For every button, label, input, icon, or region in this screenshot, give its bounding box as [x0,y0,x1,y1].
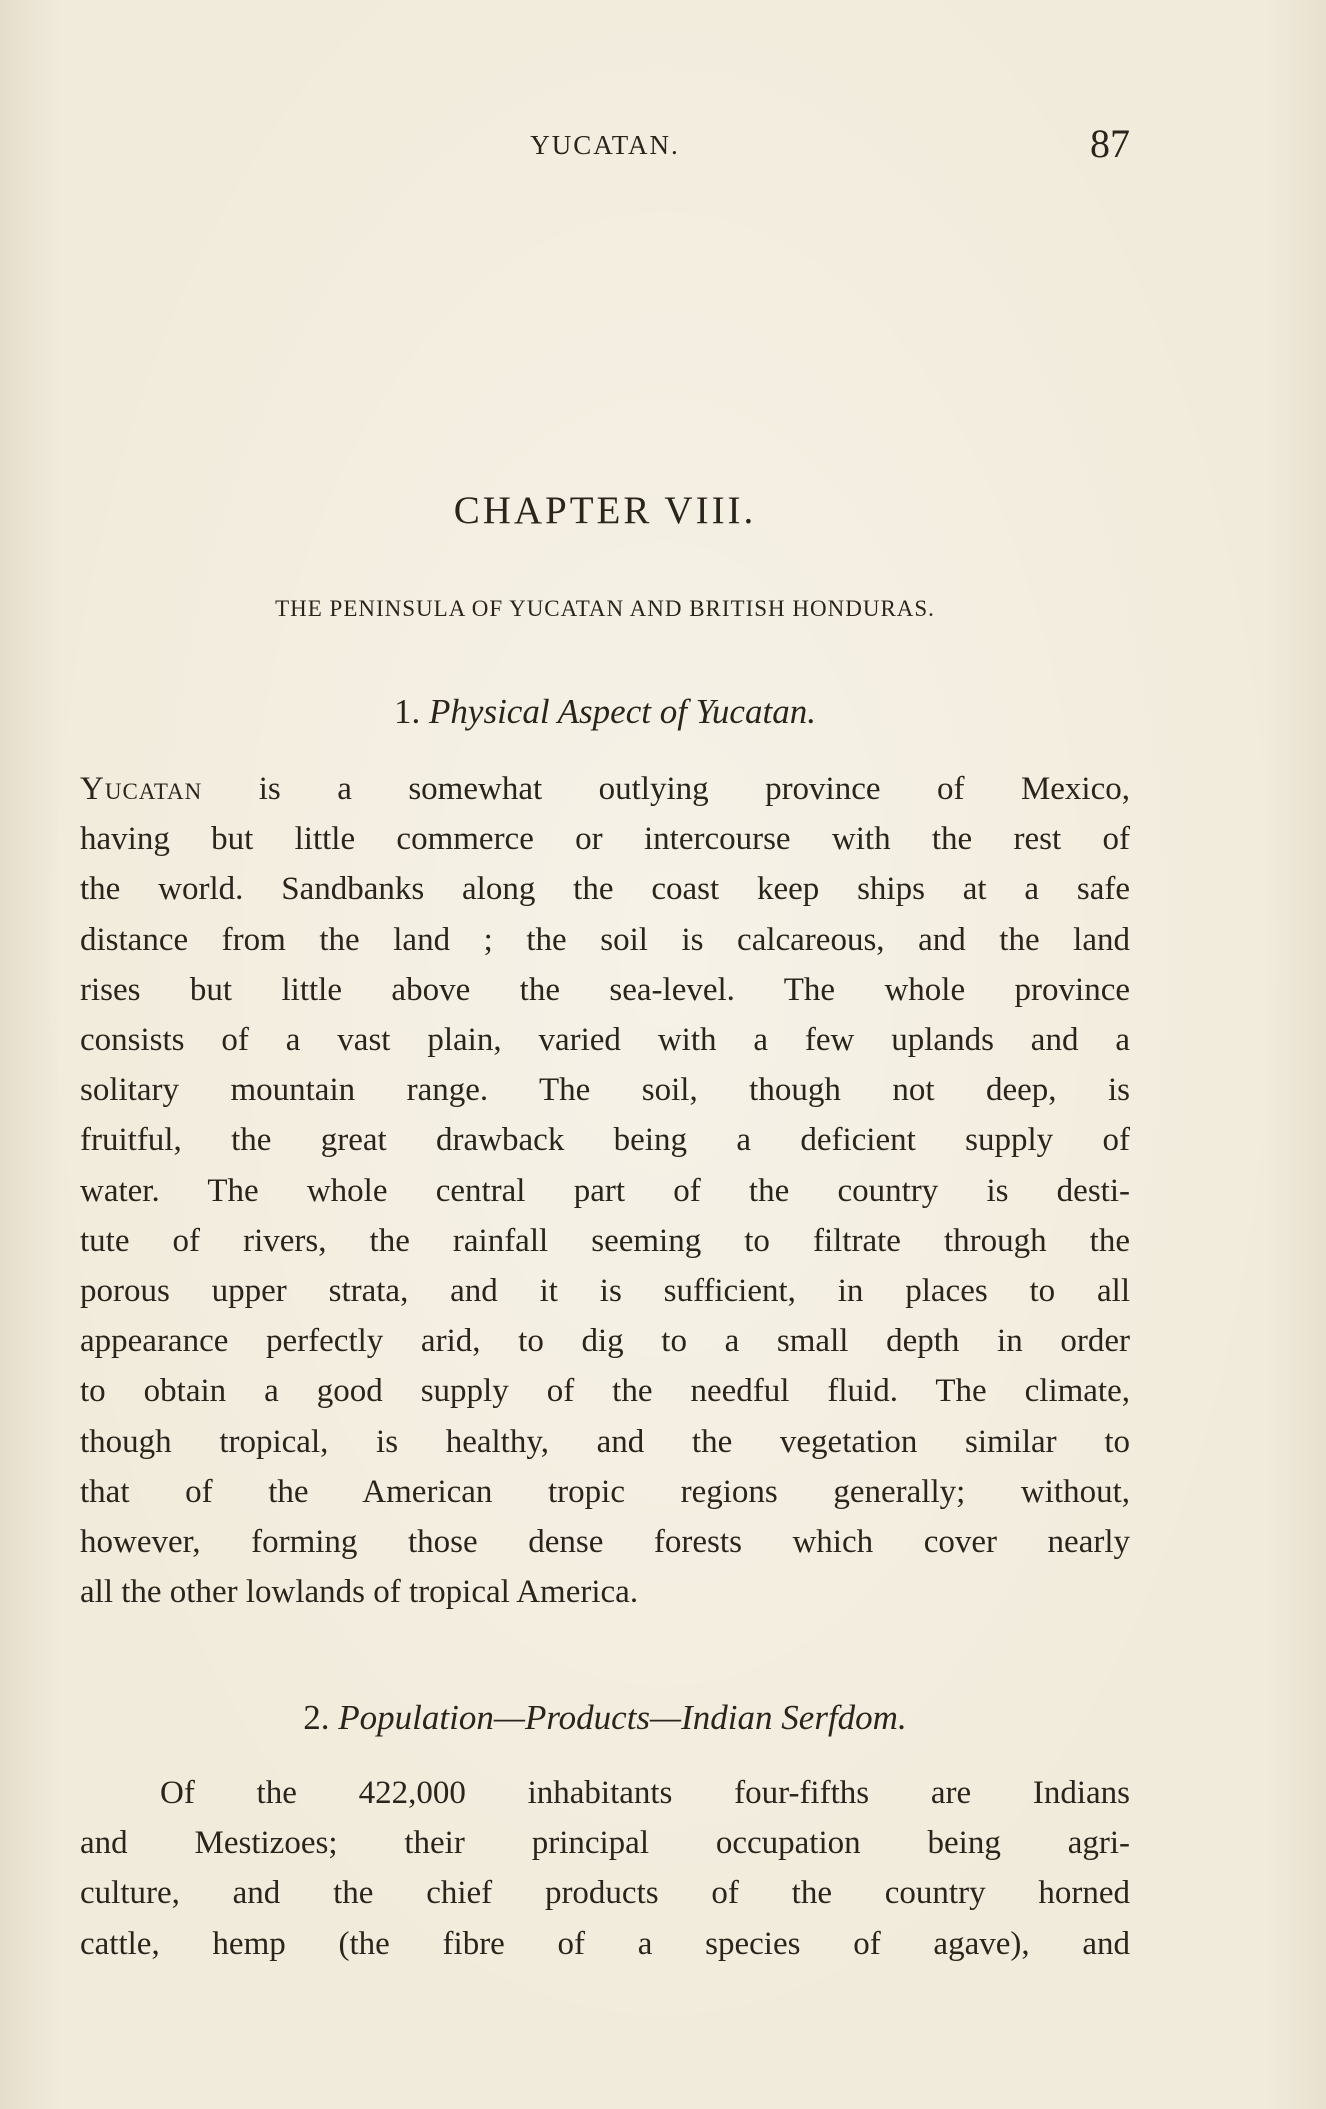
section-1-paragraph [80,764,1130,1617]
text-line: though tropical, is healthy, and the vegetation similar to [80,1423,1130,1460]
text-line: all the other lowlands of tropical America. [80,1574,639,1611]
text-line: water. The whole central part of the country is desti- [80,1172,1130,1209]
text-line: distance from the land ; the soil is calcareous, and the land [80,921,1130,958]
section-title: Population—Products—Indian Serfdom. [338,1698,907,1737]
section-heading-1 [80,692,1130,732]
section-title: Physical Aspect of Yucatan. [429,692,816,731]
text-line: porous upper strata, and it is sufficient, in places to all [80,1273,1130,1310]
text-line: rises but little above the sea-level. The whole province [80,971,1130,1008]
running-title: YUCATAN. [530,130,680,160]
section-number: 1. [394,692,421,731]
text-line: appearance perfectly arid, to dig to a small depth in order [80,1323,1130,1360]
text-line: Of the 422,000 inhabitants four-fifths are Indians [160,1775,1130,1811]
text-line: the world. Sandbanks along the coast keep ships at a safe [80,871,1130,908]
text-line: tute of rivers, the rainfall seeming to filtrate through the [80,1222,1130,1259]
page-number: 87 [1090,121,1130,166]
chapter-title: CHAPTER VIII. [453,489,757,532]
text-line: that of the American tropic regions generally; without, [80,1473,1130,1510]
text-line: consists of a vast plain, varied with a few uplands and a [80,1022,1130,1059]
text-line: cattle, hemp (the fibre of a species of agave), and [80,1925,1130,1962]
text-line: solitary mountain range. The soil, though not deep, is [80,1072,1130,1109]
text-line: fruitful, the great drawback being a deficient supply of [80,1122,1130,1159]
text-line: and Mestizoes; their principal occupation being agri- [80,1825,1130,1862]
section-number: 2. [303,1698,330,1737]
text-line: to obtain a good supply of the needful fluid. The climate, [80,1373,1130,1410]
text-line: culture, and the chief products of the country horned [80,1875,1130,1912]
section-heading-2 [80,1698,1130,1738]
text-line: however, forming those dense forests which cover nearly [80,1524,1130,1561]
section-2-paragraph [80,1768,1130,1969]
lead-word: Yucatan [80,771,203,807]
text-line: Yucatan is a somewhat outlying province of Mexico, [80,771,1130,807]
text-line: having but little commerce or intercourse with the rest of [80,821,1130,858]
running-header [80,120,1130,170]
chapter-subtitle: THE PENINSULA OF YUCATAN AND BRITISH HONDURAS. [275,596,935,621]
